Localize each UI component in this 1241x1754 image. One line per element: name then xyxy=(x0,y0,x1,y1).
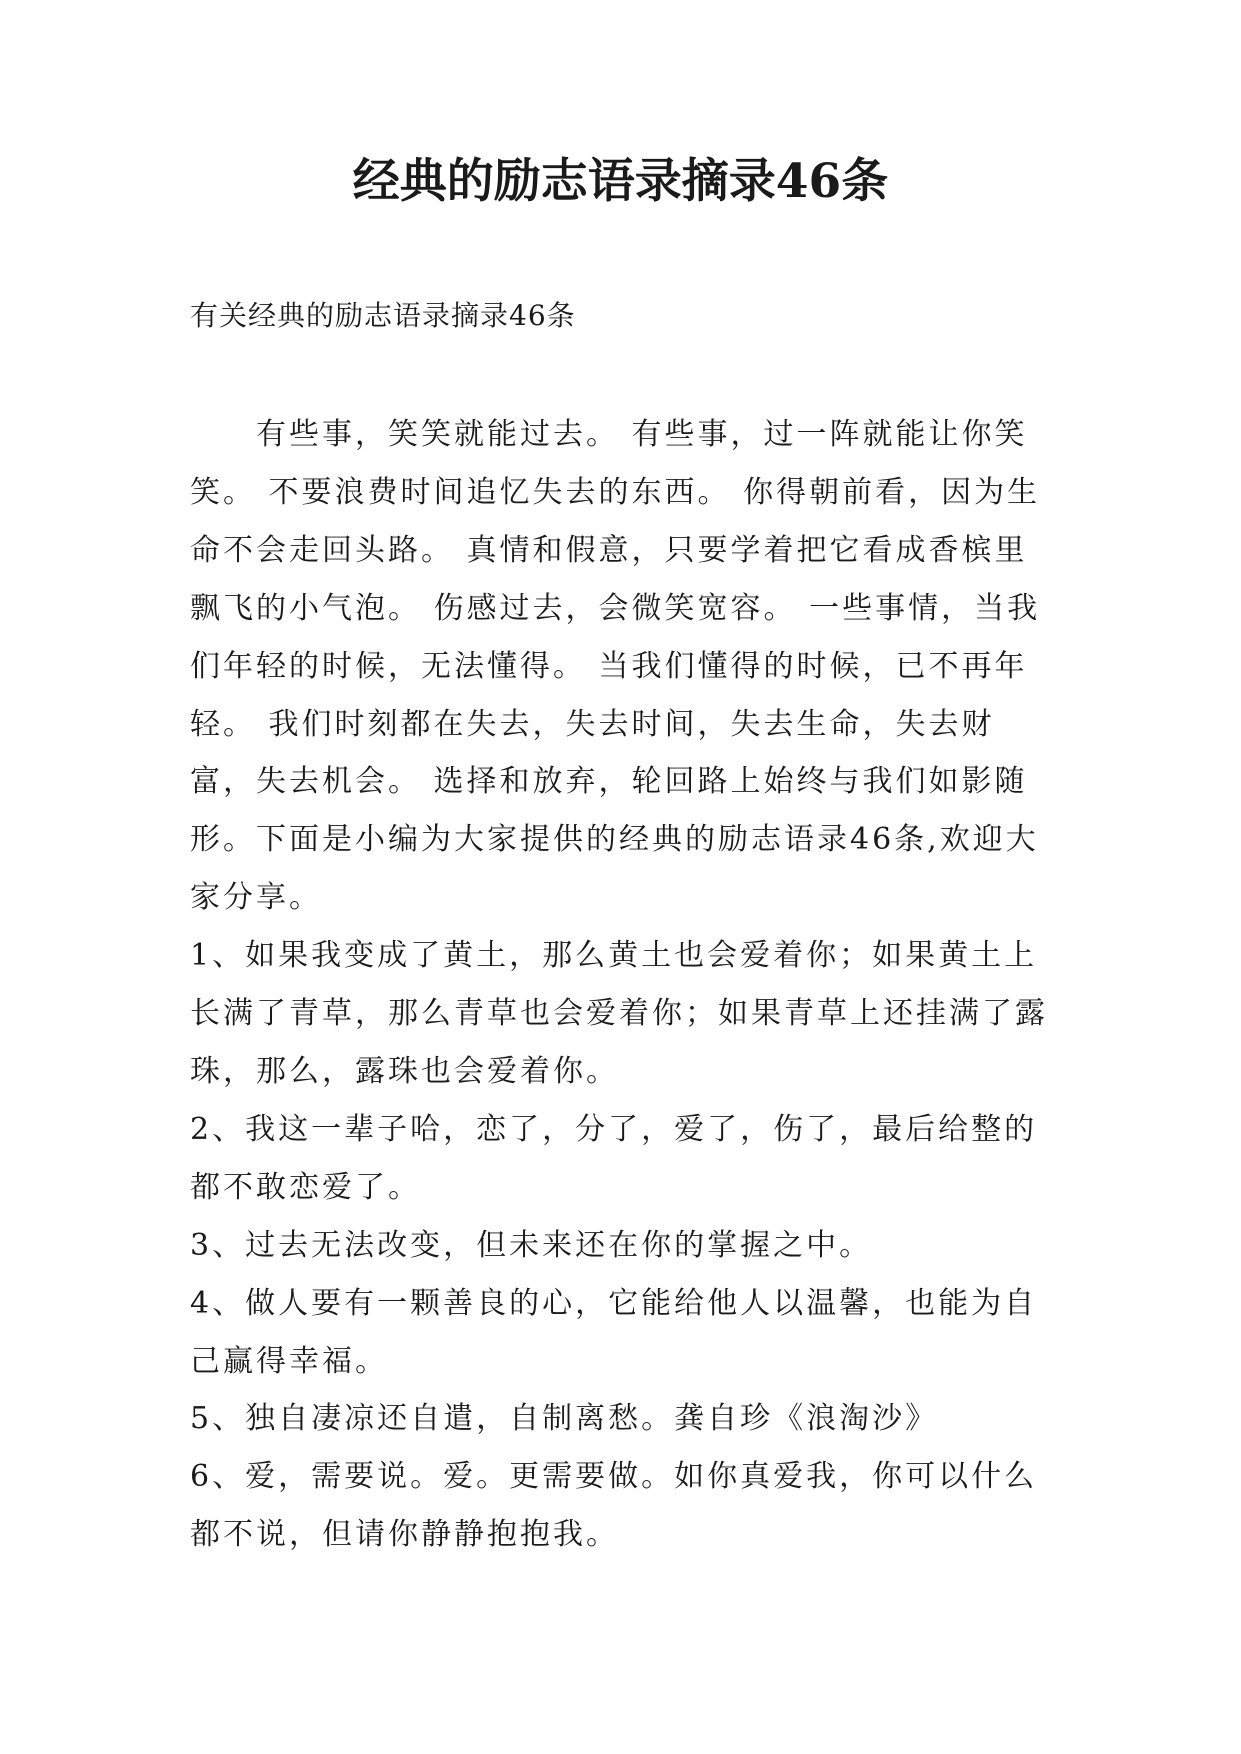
quote-item: 1、如果我变成了黄土，那么黄土也会爱着你；如果黄土上长满了青草，那么青草也会爱着你；如果青草上还挂满了露珠，那么，露珠也会爱着你。 xyxy=(190,938,1048,1089)
quote-item: 5、独自凄凉还自遣，自制离愁。龚自珍《浪淘沙》 xyxy=(190,1401,939,1437)
intro-paragraph: 有些事，笑笑就能过去。 有些事，过一阵就能让你笑笑。 不要浪费时间追忆失去的东西。 你得朝前看，因为生命不会走回头路。 真情和假意，只要学着把它看成香槟里飘飞的小气泡。 伤感过去，会微笑宽容。 一些事情，当我们年轻的时候，无法懂得。 当我们懂得的时候，已不再年轻。 我们时刻都在失去，失去时间，失去生命，失去财富，失去机会。 选择和放弃，轮回路上始终与我们如影随形。下面是小编为大家提供的经典的励志语录46条,欢迎大家分享。 xyxy=(190,417,1041,916)
quote-item: 3、过去无法改变，但未来还在你的掌握之中。 xyxy=(190,1227,873,1263)
quote-item: 6、爱，需要说。爱。更需要做。如你真爱我，你可以什么都不说，但请你静静抱抱我。 xyxy=(190,1459,1038,1553)
document-title: 经典的励志语录摘录46条 xyxy=(352,154,889,209)
quote-item: 2、我这一辈子哈，恋了，分了，爱了，伤了，最后给整的都不敢恋爱了。 xyxy=(190,1111,1038,1205)
document-body xyxy=(190,406,1056,1564)
document-subtitle: 有关经典的励志语录摘录46条 xyxy=(190,299,576,332)
quote-item: 4、做人要有一颗善良的心，它能给他人以温馨，也能为自己赢得幸福。 xyxy=(190,1285,1038,1379)
